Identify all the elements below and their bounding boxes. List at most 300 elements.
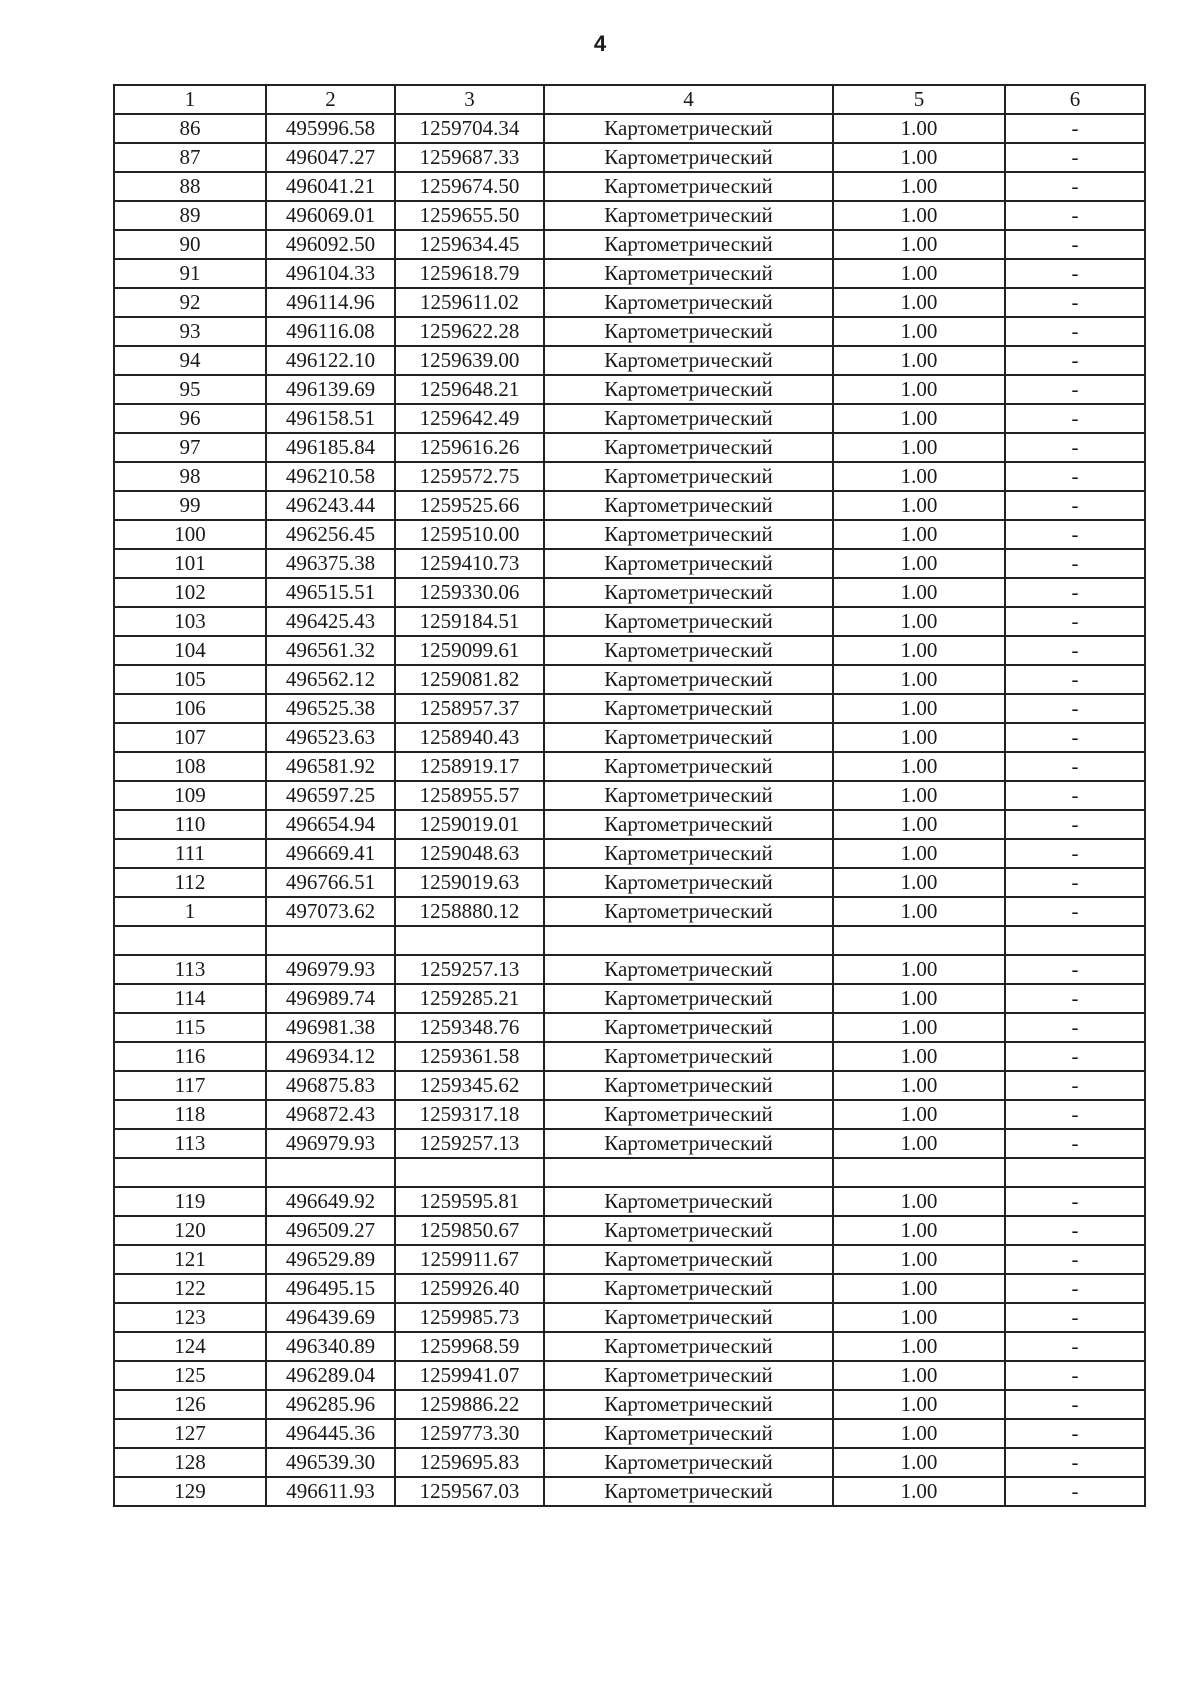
- note-cell: -: [1005, 810, 1145, 839]
- method-cell: [544, 926, 833, 955]
- accuracy-cell: [833, 1158, 1005, 1187]
- accuracy-cell: 1.00: [833, 259, 1005, 288]
- method-cell: Картометрический: [544, 404, 833, 433]
- point-number-cell: 116: [114, 1042, 266, 1071]
- table-row: [114, 723, 1145, 752]
- note-cell: -: [1005, 1013, 1145, 1042]
- accuracy-cell: 1.00: [833, 723, 1005, 752]
- method-cell: Картометрический: [544, 230, 833, 259]
- accuracy-cell: 1.00: [833, 491, 1005, 520]
- method-cell: Картометрический: [544, 723, 833, 752]
- header-cell-6: 6: [1005, 85, 1145, 114]
- note-cell: -: [1005, 1303, 1145, 1332]
- accuracy-cell: 1.00: [833, 1274, 1005, 1303]
- table-row: [114, 491, 1145, 520]
- accuracy-cell: 1.00: [833, 694, 1005, 723]
- note-cell: -: [1005, 1216, 1145, 1245]
- method-cell: Картометрический: [544, 346, 833, 375]
- y-coordinate-cell: 1259081.82: [395, 665, 544, 694]
- point-number-cell: 92: [114, 288, 266, 317]
- accuracy-cell: 1.00: [833, 636, 1005, 665]
- method-cell: Картометрический: [544, 1303, 833, 1332]
- note-cell: -: [1005, 433, 1145, 462]
- note-cell: -: [1005, 375, 1145, 404]
- note-cell: -: [1005, 984, 1145, 1013]
- method-cell: Картометрический: [544, 201, 833, 230]
- table-row: [114, 288, 1145, 317]
- table-row: [114, 1013, 1145, 1042]
- note-cell: -: [1005, 1419, 1145, 1448]
- x-coordinate-cell: 496989.74: [266, 984, 395, 1013]
- table-row: [114, 1042, 1145, 1071]
- method-cell: Картометрический: [544, 1419, 833, 1448]
- table-row: [114, 1100, 1145, 1129]
- accuracy-cell: 1.00: [833, 404, 1005, 433]
- accuracy-cell: 1.00: [833, 1361, 1005, 1390]
- y-coordinate-cell: 1259655.50: [395, 201, 544, 230]
- method-cell: Картометрический: [544, 984, 833, 1013]
- method-cell: Картометрический: [544, 781, 833, 810]
- accuracy-cell: 1.00: [833, 984, 1005, 1013]
- coordinates-table: [113, 84, 1146, 1507]
- x-coordinate-cell: 496425.43: [266, 607, 395, 636]
- point-number-cell: 105: [114, 665, 266, 694]
- y-coordinate-cell: 1258955.57: [395, 781, 544, 810]
- accuracy-cell: 1.00: [833, 607, 1005, 636]
- note-cell: -: [1005, 491, 1145, 520]
- point-number-cell: 113: [114, 1129, 266, 1158]
- method-cell: Картометрический: [544, 1274, 833, 1303]
- note-cell: -: [1005, 404, 1145, 433]
- header-cell-4: 4: [544, 85, 833, 114]
- table-header: [114, 85, 1145, 114]
- x-coordinate-cell: 496116.08: [266, 317, 395, 346]
- x-coordinate-cell: 496185.84: [266, 433, 395, 462]
- table-row: [114, 607, 1145, 636]
- y-coordinate-cell: 1259257.13: [395, 955, 544, 984]
- table-row: [114, 1448, 1145, 1477]
- y-coordinate-cell: [395, 926, 544, 955]
- x-coordinate-cell: 496041.21: [266, 172, 395, 201]
- point-number-cell: 109: [114, 781, 266, 810]
- table-row: [114, 694, 1145, 723]
- method-cell: Картометрический: [544, 1013, 833, 1042]
- header-cell-2: 2: [266, 85, 395, 114]
- point-number-cell: 120: [114, 1216, 266, 1245]
- note-cell: -: [1005, 1332, 1145, 1361]
- x-coordinate-cell: 496104.33: [266, 259, 395, 288]
- x-coordinate-cell: 496069.01: [266, 201, 395, 230]
- point-number-cell: 91: [114, 259, 266, 288]
- note-cell: -: [1005, 1187, 1145, 1216]
- header-cell-1: 1: [114, 85, 266, 114]
- note-cell: -: [1005, 1129, 1145, 1158]
- accuracy-cell: 1.00: [833, 1448, 1005, 1477]
- page-number: 4: [593, 31, 607, 56]
- method-cell: Картометрический: [544, 1332, 833, 1361]
- table-body: [114, 114, 1145, 1506]
- table-row: [114, 810, 1145, 839]
- note-cell: -: [1005, 288, 1145, 317]
- accuracy-cell: 1.00: [833, 1303, 1005, 1332]
- x-coordinate-cell: 496561.32: [266, 636, 395, 665]
- accuracy-cell: 1.00: [833, 752, 1005, 781]
- accuracy-cell: 1.00: [833, 665, 1005, 694]
- table-row: [114, 1129, 1145, 1158]
- point-number-cell: 96: [114, 404, 266, 433]
- point-number-cell: 129: [114, 1477, 266, 1506]
- y-coordinate-cell: 1259704.34: [395, 114, 544, 143]
- note-cell: -: [1005, 549, 1145, 578]
- accuracy-cell: 1.00: [833, 839, 1005, 868]
- x-coordinate-cell: 496669.41: [266, 839, 395, 868]
- x-coordinate-cell: 496562.12: [266, 665, 395, 694]
- y-coordinate-cell: 1259184.51: [395, 607, 544, 636]
- x-coordinate-cell: 496649.92: [266, 1187, 395, 1216]
- y-coordinate-cell: 1259911.67: [395, 1245, 544, 1274]
- x-coordinate-cell: 496875.83: [266, 1071, 395, 1100]
- accuracy-cell: 1.00: [833, 288, 1005, 317]
- table-row: [114, 1071, 1145, 1100]
- accuracy-cell: 1.00: [833, 230, 1005, 259]
- point-number-cell: 107: [114, 723, 266, 752]
- method-cell: Картометрический: [544, 868, 833, 897]
- x-coordinate-cell: 496581.92: [266, 752, 395, 781]
- note-cell: -: [1005, 607, 1145, 636]
- point-number-cell: 97: [114, 433, 266, 462]
- y-coordinate-cell: 1258880.12: [395, 897, 544, 926]
- note-cell: -: [1005, 259, 1145, 288]
- point-number-cell: 126: [114, 1390, 266, 1419]
- x-coordinate-cell: 496597.25: [266, 781, 395, 810]
- y-coordinate-cell: 1259330.06: [395, 578, 544, 607]
- point-number-cell: 115: [114, 1013, 266, 1042]
- note-cell: -: [1005, 230, 1145, 259]
- method-cell: Картометрический: [544, 1071, 833, 1100]
- method-cell: Картометрический: [544, 375, 833, 404]
- x-coordinate-cell: 496114.96: [266, 288, 395, 317]
- method-cell: Картометрический: [544, 433, 833, 462]
- accuracy-cell: 1.00: [833, 1216, 1005, 1245]
- method-cell: Картометрический: [544, 172, 833, 201]
- x-coordinate-cell: 496979.93: [266, 1129, 395, 1158]
- table-row: [114, 375, 1145, 404]
- table-row: [114, 955, 1145, 984]
- x-coordinate-cell: 496529.89: [266, 1245, 395, 1274]
- y-coordinate-cell: 1259410.73: [395, 549, 544, 578]
- table-row: [114, 868, 1145, 897]
- y-coordinate-cell: 1259886.22: [395, 1390, 544, 1419]
- y-coordinate-cell: 1259616.26: [395, 433, 544, 462]
- accuracy-cell: 1.00: [833, 781, 1005, 810]
- x-coordinate-cell: 495996.58: [266, 114, 395, 143]
- note-cell: -: [1005, 897, 1145, 926]
- x-coordinate-cell: 496375.38: [266, 549, 395, 578]
- point-number-cell: 100: [114, 520, 266, 549]
- note-cell: -: [1005, 520, 1145, 549]
- y-coordinate-cell: 1259687.33: [395, 143, 544, 172]
- y-coordinate-cell: 1259285.21: [395, 984, 544, 1013]
- y-coordinate-cell: 1259850.67: [395, 1216, 544, 1245]
- x-coordinate-cell: 496243.44: [266, 491, 395, 520]
- x-coordinate-cell: 496122.10: [266, 346, 395, 375]
- method-cell: Картометрический: [544, 1390, 833, 1419]
- table-row: [114, 752, 1145, 781]
- y-coordinate-cell: 1259019.01: [395, 810, 544, 839]
- y-coordinate-cell: [395, 1158, 544, 1187]
- method-cell: Картометрический: [544, 955, 833, 984]
- point-number-cell: 118: [114, 1100, 266, 1129]
- y-coordinate-cell: 1259773.30: [395, 1419, 544, 1448]
- note-cell: [1005, 1158, 1145, 1187]
- y-coordinate-cell: 1259510.00: [395, 520, 544, 549]
- header-cell-3: 3: [395, 85, 544, 114]
- point-number-cell: 114: [114, 984, 266, 1013]
- accuracy-cell: 1.00: [833, 114, 1005, 143]
- method-cell: Картометрический: [544, 897, 833, 926]
- accuracy-cell: 1.00: [833, 1013, 1005, 1042]
- point-number-cell: 98: [114, 462, 266, 491]
- accuracy-cell: 1.00: [833, 433, 1005, 462]
- note-cell: -: [1005, 462, 1145, 491]
- point-number-cell: 104: [114, 636, 266, 665]
- note-cell: -: [1005, 1477, 1145, 1506]
- table-row: [114, 1390, 1145, 1419]
- note-cell: -: [1005, 1274, 1145, 1303]
- x-coordinate-cell: 496210.58: [266, 462, 395, 491]
- accuracy-cell: 1.00: [833, 1100, 1005, 1129]
- note-cell: -: [1005, 868, 1145, 897]
- table-row: [114, 926, 1145, 955]
- method-cell: Картометрический: [544, 839, 833, 868]
- x-coordinate-cell: 496158.51: [266, 404, 395, 433]
- method-cell: Картометрический: [544, 694, 833, 723]
- method-cell: Картометрический: [544, 1187, 833, 1216]
- method-cell: Картометрический: [544, 317, 833, 346]
- note-cell: -: [1005, 114, 1145, 143]
- accuracy-cell: 1.00: [833, 1390, 1005, 1419]
- accuracy-cell: 1.00: [833, 346, 1005, 375]
- x-coordinate-cell: [266, 1158, 395, 1187]
- accuracy-cell: 1.00: [833, 1245, 1005, 1274]
- x-coordinate-cell: [266, 926, 395, 955]
- y-coordinate-cell: 1259926.40: [395, 1274, 544, 1303]
- y-coordinate-cell: 1259567.03: [395, 1477, 544, 1506]
- accuracy-cell: 1.00: [833, 520, 1005, 549]
- accuracy-cell: 1.00: [833, 549, 1005, 578]
- note-cell: -: [1005, 723, 1145, 752]
- method-cell: Картометрический: [544, 607, 833, 636]
- point-number-cell: 88: [114, 172, 266, 201]
- method-cell: Картометрический: [544, 143, 833, 172]
- method-cell: Картометрический: [544, 1448, 833, 1477]
- x-coordinate-cell: 496340.89: [266, 1332, 395, 1361]
- table-row: [114, 520, 1145, 549]
- table-row: [114, 665, 1145, 694]
- point-number-cell: 106: [114, 694, 266, 723]
- x-coordinate-cell: 496509.27: [266, 1216, 395, 1245]
- y-coordinate-cell: 1259634.45: [395, 230, 544, 259]
- table-row: [114, 1419, 1145, 1448]
- point-number-cell: 108: [114, 752, 266, 781]
- point-number-cell: 93: [114, 317, 266, 346]
- table-row: [114, 433, 1145, 462]
- point-number-cell: [114, 1158, 266, 1187]
- accuracy-cell: 1.00: [833, 143, 1005, 172]
- table-row: [114, 1158, 1145, 1187]
- y-coordinate-cell: 1259941.07: [395, 1361, 544, 1390]
- x-coordinate-cell: 496139.69: [266, 375, 395, 404]
- table-row: [114, 1361, 1145, 1390]
- table-row: [114, 404, 1145, 433]
- note-cell: -: [1005, 578, 1145, 607]
- point-number-cell: 86: [114, 114, 266, 143]
- x-coordinate-cell: 496981.38: [266, 1013, 395, 1042]
- x-coordinate-cell: 497073.62: [266, 897, 395, 926]
- point-number-cell: 112: [114, 868, 266, 897]
- accuracy-cell: 1.00: [833, 868, 1005, 897]
- point-number-cell: 90: [114, 230, 266, 259]
- method-cell: Картометрический: [544, 462, 833, 491]
- table-row: [114, 1187, 1145, 1216]
- y-coordinate-cell: 1259622.28: [395, 317, 544, 346]
- method-cell: Картометрический: [544, 1129, 833, 1158]
- table-row: [114, 636, 1145, 665]
- method-cell: Картометрический: [544, 114, 833, 143]
- accuracy-cell: 1.00: [833, 1477, 1005, 1506]
- table-row: [114, 346, 1145, 375]
- header-row: [114, 85, 1145, 114]
- x-coordinate-cell: 496872.43: [266, 1100, 395, 1129]
- y-coordinate-cell: 1258940.43: [395, 723, 544, 752]
- table-row: [114, 1332, 1145, 1361]
- note-cell: -: [1005, 346, 1145, 375]
- method-cell: Картометрический: [544, 520, 833, 549]
- method-cell: Картометрический: [544, 810, 833, 839]
- y-coordinate-cell: 1259317.18: [395, 1100, 544, 1129]
- note-cell: -: [1005, 172, 1145, 201]
- x-coordinate-cell: 496934.12: [266, 1042, 395, 1071]
- x-coordinate-cell: 496256.45: [266, 520, 395, 549]
- y-coordinate-cell: 1259618.79: [395, 259, 544, 288]
- point-number-cell: 119: [114, 1187, 266, 1216]
- x-coordinate-cell: 496047.27: [266, 143, 395, 172]
- note-cell: -: [1005, 1448, 1145, 1477]
- table-row: [114, 143, 1145, 172]
- y-coordinate-cell: 1259048.63: [395, 839, 544, 868]
- note-cell: -: [1005, 1042, 1145, 1071]
- header-cell-5: 5: [833, 85, 1005, 114]
- y-coordinate-cell: 1259361.58: [395, 1042, 544, 1071]
- note-cell: [1005, 926, 1145, 955]
- x-coordinate-cell: 496523.63: [266, 723, 395, 752]
- y-coordinate-cell: 1259345.62: [395, 1071, 544, 1100]
- y-coordinate-cell: 1259019.63: [395, 868, 544, 897]
- accuracy-cell: 1.00: [833, 1332, 1005, 1361]
- note-cell: -: [1005, 201, 1145, 230]
- table-row: [114, 549, 1145, 578]
- table-row: [114, 462, 1145, 491]
- accuracy-cell: 1.00: [833, 462, 1005, 491]
- point-number-cell: 125: [114, 1361, 266, 1390]
- y-coordinate-cell: 1259348.76: [395, 1013, 544, 1042]
- point-number-cell: 122: [114, 1274, 266, 1303]
- method-cell: Картометрический: [544, 752, 833, 781]
- note-cell: -: [1005, 1390, 1145, 1419]
- method-cell: Картометрический: [544, 1100, 833, 1129]
- point-number-cell: 1: [114, 897, 266, 926]
- point-number-cell: 128: [114, 1448, 266, 1477]
- table-row: [114, 781, 1145, 810]
- y-coordinate-cell: 1259985.73: [395, 1303, 544, 1332]
- point-number-cell: 121: [114, 1245, 266, 1274]
- accuracy-cell: 1.00: [833, 172, 1005, 201]
- table-row: [114, 1245, 1145, 1274]
- y-coordinate-cell: 1259572.75: [395, 462, 544, 491]
- point-number-cell: 113: [114, 955, 266, 984]
- point-number-cell: [114, 926, 266, 955]
- x-coordinate-cell: 496539.30: [266, 1448, 395, 1477]
- method-cell: Картометрический: [544, 288, 833, 317]
- y-coordinate-cell: 1259611.02: [395, 288, 544, 317]
- table-row: [114, 897, 1145, 926]
- method-cell: Картометрический: [544, 1361, 833, 1390]
- accuracy-cell: 1.00: [833, 201, 1005, 230]
- table-row: [114, 201, 1145, 230]
- note-cell: -: [1005, 317, 1145, 346]
- y-coordinate-cell: 1259099.61: [395, 636, 544, 665]
- note-cell: -: [1005, 636, 1145, 665]
- method-cell: [544, 1158, 833, 1187]
- accuracy-cell: 1.00: [833, 578, 1005, 607]
- point-number-cell: 94: [114, 346, 266, 375]
- method-cell: Картометрический: [544, 1245, 833, 1274]
- table-row: [114, 114, 1145, 143]
- table-row: [114, 839, 1145, 868]
- x-coordinate-cell: 496092.50: [266, 230, 395, 259]
- x-coordinate-cell: 496289.04: [266, 1361, 395, 1390]
- y-coordinate-cell: 1258919.17: [395, 752, 544, 781]
- x-coordinate-cell: 496515.51: [266, 578, 395, 607]
- x-coordinate-cell: 496439.69: [266, 1303, 395, 1332]
- accuracy-cell: 1.00: [833, 1187, 1005, 1216]
- method-cell: Картометрический: [544, 549, 833, 578]
- x-coordinate-cell: 496285.96: [266, 1390, 395, 1419]
- table-row: [114, 1216, 1145, 1245]
- note-cell: -: [1005, 955, 1145, 984]
- accuracy-cell: [833, 926, 1005, 955]
- note-cell: -: [1005, 781, 1145, 810]
- note-cell: -: [1005, 694, 1145, 723]
- note-cell: -: [1005, 143, 1145, 172]
- y-coordinate-cell: 1258957.37: [395, 694, 544, 723]
- table-row: [114, 317, 1145, 346]
- y-coordinate-cell: 1259674.50: [395, 172, 544, 201]
- y-coordinate-cell: 1259648.21: [395, 375, 544, 404]
- point-number-cell: 101: [114, 549, 266, 578]
- accuracy-cell: 1.00: [833, 810, 1005, 839]
- method-cell: Картометрический: [544, 259, 833, 288]
- point-number-cell: 103: [114, 607, 266, 636]
- y-coordinate-cell: 1259595.81: [395, 1187, 544, 1216]
- x-coordinate-cell: 496525.38: [266, 694, 395, 723]
- note-cell: -: [1005, 1071, 1145, 1100]
- point-number-cell: 99: [114, 491, 266, 520]
- accuracy-cell: 1.00: [833, 1071, 1005, 1100]
- accuracy-cell: 1.00: [833, 955, 1005, 984]
- y-coordinate-cell: 1259642.49: [395, 404, 544, 433]
- y-coordinate-cell: 1259968.59: [395, 1332, 544, 1361]
